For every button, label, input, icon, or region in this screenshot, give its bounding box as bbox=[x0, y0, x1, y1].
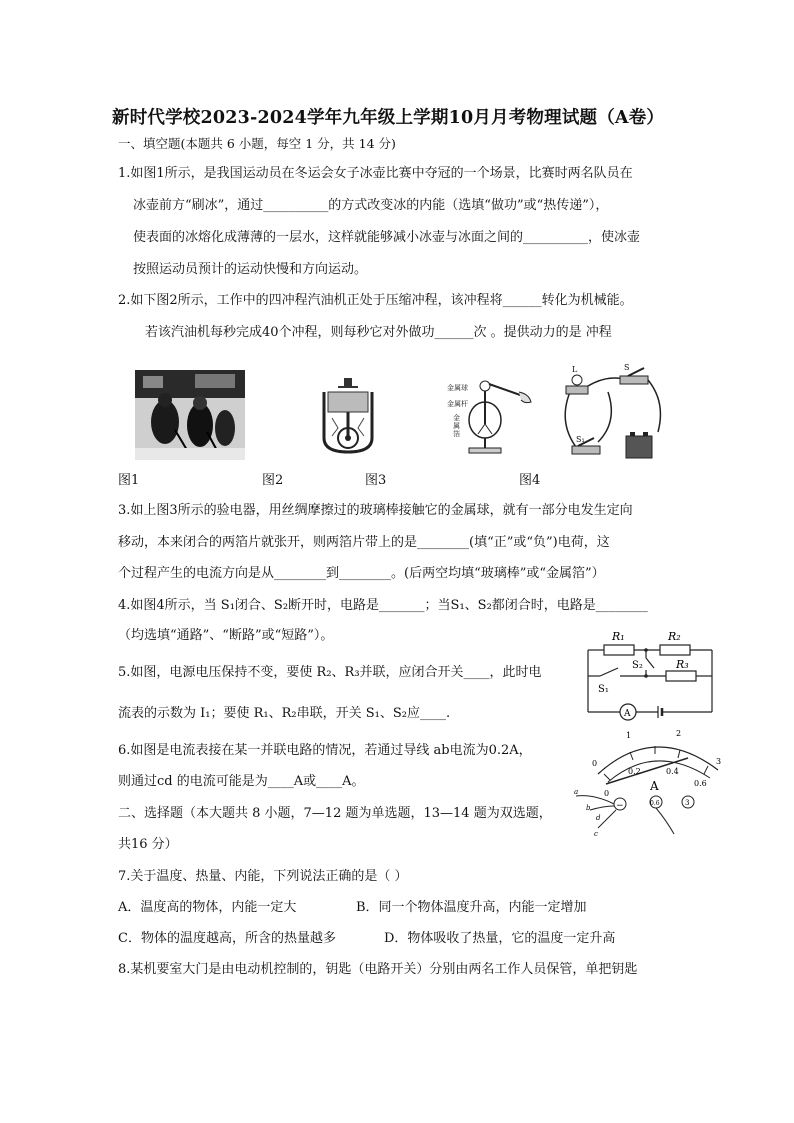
figure-1-curling-photo bbox=[135, 370, 245, 460]
q7-option-d: D．物体吸收了热量，它的温度一定升高 bbox=[384, 931, 616, 946]
figure-4-caption: 图4 bbox=[519, 473, 541, 488]
q7-stem: 7.关于温度、热量、内能，下列说法正确的是（ ） bbox=[118, 869, 408, 884]
fig4-label-switch-s: S bbox=[624, 363, 630, 372]
circuit-label-r2: R₂ bbox=[668, 630, 681, 643]
q2-line-2: 若该汽油机每秒完成40个冲程，则每秒它对外做功______次 。提供动力的是 冲程 bbox=[145, 325, 612, 340]
q4-line-2: （均选填“通路”、“断路”或“短路”）。 bbox=[118, 628, 334, 643]
q8-stem: 8.某机要室大门是由电动机控制的，钥匙（电路开关）分别由两名工作人员保管，单把钥匙 bbox=[118, 962, 638, 977]
q3-line-1: 3.如上图3所示的验电器，用丝绸摩擦过的玻璃棒接触它的金属球，就有一部分电发生定向 bbox=[118, 503, 633, 518]
circuit-label-r3: R₃ bbox=[676, 658, 689, 671]
circuit-label-r1: R₁ bbox=[612, 630, 625, 643]
q4-line-1: 4.如图4所示，当 S₁闭合、S₂断开时，电路是_______；当S₁、S₂都闭合时，电路是________ bbox=[118, 598, 648, 613]
q5-circuit-diagram bbox=[580, 622, 720, 722]
dial-top-1: 1 bbox=[626, 731, 632, 740]
q2-line-1: 2.如下图2所示，工作中的四冲程汽油机正处于压缩冲程，该冲程将______转化为机械能。 bbox=[118, 293, 633, 308]
dial-bottom-0: 0 bbox=[604, 789, 610, 798]
q6-ammeter-dial bbox=[570, 724, 740, 844]
q6-line-2: 则通过cd 的电流可能是为____A或____A。 bbox=[118, 774, 365, 789]
wire-label-b: b bbox=[586, 804, 591, 812]
figure-2-engine-diagram bbox=[318, 378, 378, 458]
dial-bottom-2: 0.4 bbox=[666, 767, 679, 776]
fig3-label-rod: 金属杆 bbox=[447, 400, 468, 408]
q7-option-a: A．温度高的物体，内能一定大 bbox=[118, 900, 297, 915]
section-2-heading-line-2: 共16 分） bbox=[118, 837, 178, 852]
dial-top-3: 3 bbox=[716, 757, 722, 766]
dial-top-2: 2 bbox=[676, 729, 682, 738]
q3-line-2: 移动，本来闭合的两箔片就张开，则两箔片带上的是________(填“正”或“负”)电荷，这 bbox=[118, 535, 610, 550]
q1-line-2: 冰壶前方“刷冰”，通过__________的方式改变冰的内能（选填“做功”或“热传递”）， bbox=[133, 198, 609, 213]
fig3-label-foil-1: 金 bbox=[453, 414, 460, 422]
circuit-ammeter-label: A bbox=[624, 709, 631, 719]
q7-option-c: C．物体的温度越高，所含的热量越多 bbox=[118, 931, 336, 946]
q5-line-2: 流表的示数为 I₁；要使 R₁、R₂串联，开关 S₁、S₂应____. bbox=[118, 706, 451, 721]
circuit-label-s2: S₂ bbox=[632, 660, 643, 671]
dial-terminal-neg: − bbox=[616, 801, 624, 811]
fig3-label-ball: 金属球 bbox=[447, 384, 468, 392]
page-title: 新时代学校2023-2024学年九年级上学期10月月考物理试题（A卷） bbox=[112, 108, 665, 128]
section-1-heading: 一、填空题(本题共 6 小题，每空 1 分，共 14 分) bbox=[118, 136, 396, 151]
dial-unit: A bbox=[650, 779, 659, 793]
dial-terminal-06: 0.6 bbox=[650, 800, 660, 807]
q1-line-4: 按照运动员预计的运动快慢和方向运动。 bbox=[133, 262, 368, 277]
circuit-label-s1: S₁ bbox=[598, 684, 609, 695]
wire-label-a: a bbox=[574, 788, 579, 796]
dial-top-0: 0 bbox=[592, 759, 598, 768]
figure-4-circuit-photo bbox=[548, 362, 668, 462]
q1-line-1: 1.如图1所示，是我国运动员在冬运会女子冰壶比赛中夺冠的一个场景，比赛时两名队员在 bbox=[118, 166, 633, 181]
fig4-label-lamp: L bbox=[572, 365, 578, 374]
figure-3-electroscope bbox=[445, 372, 535, 458]
figure-1-caption: 图1 bbox=[118, 473, 140, 488]
figure-2-caption: 图2 bbox=[262, 473, 284, 488]
q5-line-1: 5.如图，电源电压保持不变，要使 R₂、R₃并联，应闭合开关____，此时电 bbox=[118, 665, 542, 680]
q6-line-1: 6.如图是电流表接在某一并联电路的情况，若通过导线 ab电流为0.2A， bbox=[118, 743, 532, 758]
q1-line-3: 使表面的冰熔化成薄薄的一层水，这样就能够减小冰壶与冰面之间的__________，使冰壶 bbox=[133, 230, 641, 245]
fig4-label-switch-s1: S₁ bbox=[576, 435, 585, 444]
dial-bottom-3: 0.6 bbox=[694, 779, 707, 788]
dial-bottom-1: 0.2 bbox=[628, 767, 641, 776]
wire-label-c: c bbox=[594, 830, 598, 838]
fig3-label-foil-3: 箔 bbox=[453, 430, 460, 438]
q7-option-b: B．同一个物体温度升高，内能一定增加 bbox=[356, 900, 587, 915]
dial-terminal-3: 3 bbox=[685, 799, 690, 807]
wire-label-d: d bbox=[596, 814, 601, 822]
section-2-heading-line-1: 二、选择题（本大题共 8 小题，7—12 题为单选题，13—14 题为双选题， bbox=[118, 806, 552, 821]
q3-line-3: 个过程产生的电流方向是从________到________。(后两空均填“玻璃棒”或“金属箔”） bbox=[118, 566, 605, 581]
figure-3-caption: 图3 bbox=[365, 473, 387, 488]
fig3-label-foil-2: 属 bbox=[453, 422, 460, 430]
